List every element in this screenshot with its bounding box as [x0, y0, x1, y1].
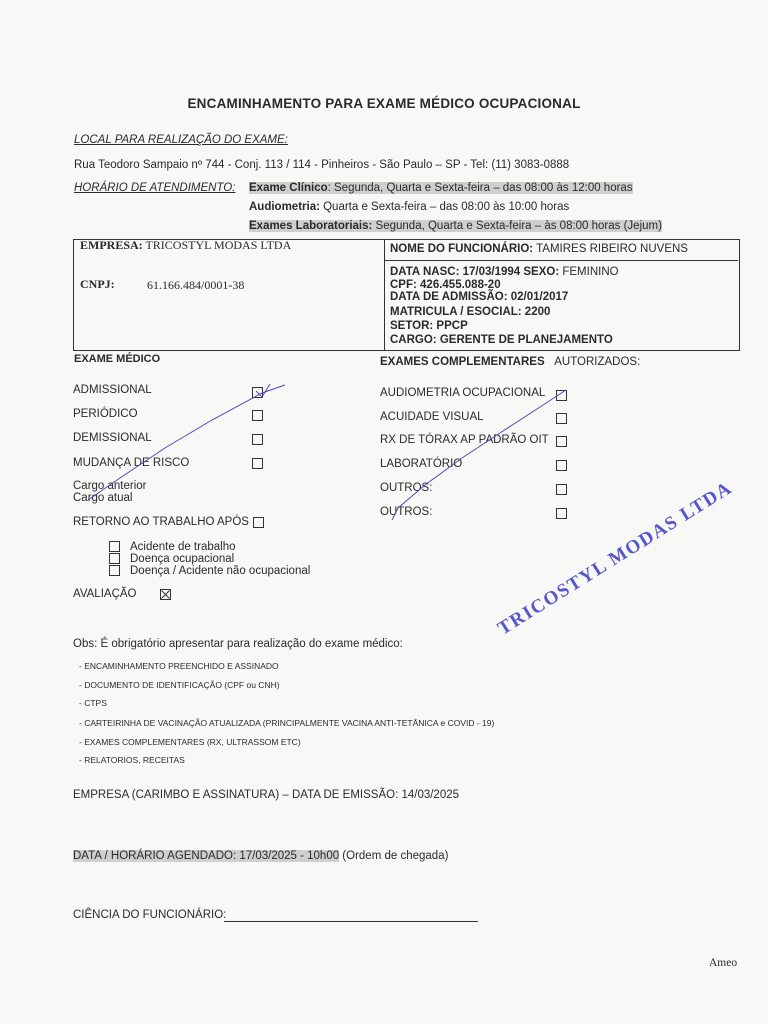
exam-mudanca-risco-label: MUDANÇA DE RISCO [73, 457, 190, 469]
obs-item-3: - CTPS [79, 698, 107, 708]
signature-mark: Ameo [709, 957, 738, 969]
cnpj-value: 61.166.484/0001-38 [147, 278, 245, 292]
company-stamp: TRICOSTYL MODAS LTDA [494, 477, 737, 640]
empresa-field: EMPRESA: TRICOSTYL MODAS LTDA [80, 238, 292, 252]
document-title: ENCAMINHAMENTO PARA EXAME MÉDICO OCUPACIONAL [187, 96, 581, 111]
obs-item-2: - DOCUMENTO DE IDENTIFICAÇÃO (CPF ou CNH) [79, 680, 280, 690]
comp-outros-1-label: OUTROS: [380, 482, 433, 494]
funcionario-nasc: DATA NASC: 17/03/1994 SEXO: FEMININO [390, 266, 619, 278]
ciencia-signature-line [224, 921, 478, 922]
obs-item-6: - RELATORIOS, RECEITAS [79, 755, 185, 765]
obs-intro: Obs: É obrigatório apresentar para realização do exame médico: [73, 638, 403, 650]
address: Rua Teodoro Sampaio nº 744 - Conj. 113 / 114 - Pinheiros - São Paulo – SP - Tel: (11) 3083-0888 [74, 159, 570, 171]
complementares-heading: EXAMES COMPLEMENTARES AUTORIZADOS: [380, 356, 641, 368]
exame-medico-heading: EXAME MÉDICO [74, 353, 161, 365]
doenca-ocupacional-label: Doença ocupacional [130, 553, 235, 565]
exam-admissional-label: ADMISSIONAL [73, 384, 152, 396]
cargo-atual-label: Cargo atual [73, 492, 133, 504]
horario-laboratoriais: Exames Laboratoriais: Segunda, Quarta e Sexta-feira – às 08:00 horas (Jejum) [249, 220, 662, 232]
exam-periodico-label: PERIÓDICO [73, 408, 138, 420]
obs-item-5: - EXAMES COMPLEMENTARES (RX, ULTRASSOM ETC) [79, 737, 301, 747]
funcionario-setor: SETOR: PPCP [390, 320, 468, 332]
horario-label: HORÁRIO DE ATENDIMENTO: [74, 182, 236, 194]
retorno-label: RETORNO AO TRABALHO APÓS [73, 516, 249, 528]
cnpj-label: CNPJ: [80, 277, 115, 291]
acidente-trabalho-label: Acidente de trabalho [130, 541, 236, 553]
obs-item-1: - ENCAMINHAMENTO PREENCHIDO E ASSINADO [79, 661, 279, 671]
funcionario-matricula: MATRICULA / ESOCIAL: 2200 [390, 306, 551, 318]
horario-clinico: Exame Clínico: Segunda, Quarta e Sexta-feira – das 08:00 às 12:00 horas [249, 182, 633, 194]
data-emissao: EMPRESA (CARIMBO E ASSINATURA) – DATA DE EMISSÃO: 14/03/2025 [73, 789, 460, 801]
funcionario-cargo: CARGO: GERENTE DE PLANEJAMENTO [390, 334, 613, 346]
comp-audiometria-label: AUDIOMETRIA OCUPACIONAL [380, 387, 546, 399]
obs-item-4: - CARTEIRINHA DE VACINAÇÃO ATUALIZADA (PRINCIPALMENTE VACINA ANTI-TETÂNICA e COVID - 19) [79, 718, 495, 728]
exam-demissional-label: DEMISSIONAL [73, 432, 152, 444]
local-label: LOCAL PARA REALIZAÇÃO DO EXAME: [74, 134, 288, 146]
data-agendada: DATA / HORÁRIO AGENDADO: 17/03/2025 - 10h00 (Ordem de chegada) [73, 850, 449, 862]
funcionario-nome: NOME DO FUNCIONÁRIO: TAMIRES RIBEIRO NUVENS [390, 243, 688, 255]
avaliacao-label: AVALIAÇÃO [73, 588, 137, 600]
comp-outros-2-label: OUTROS: [380, 506, 433, 518]
comp-laboratorio-label: LABORATÓRIO [380, 458, 463, 470]
horario-audiometria: Audiometria: Quarta e Sexta-feira – das 08:00 às 10:00 horas [249, 201, 570, 213]
funcionario-cpf: CPF: 426.455.088-20 [390, 279, 501, 291]
doenca-nao-ocupacional-label: Doença / Acidente não ocupacional [130, 565, 311, 577]
ciencia-label: CIÊNCIA DO FUNCIONÁRIO: [73, 909, 227, 921]
funcionario-admissao: DATA DE ADMISSÃO: 02/01/2017 [390, 291, 569, 303]
comp-rx-label: RX DE TÓRAX AP PADRÃO OIT [380, 434, 549, 446]
cargo-anterior-label: Cargo anterior [73, 480, 147, 492]
comp-acuidade-label: ACUIDADE VISUAL [380, 411, 484, 423]
